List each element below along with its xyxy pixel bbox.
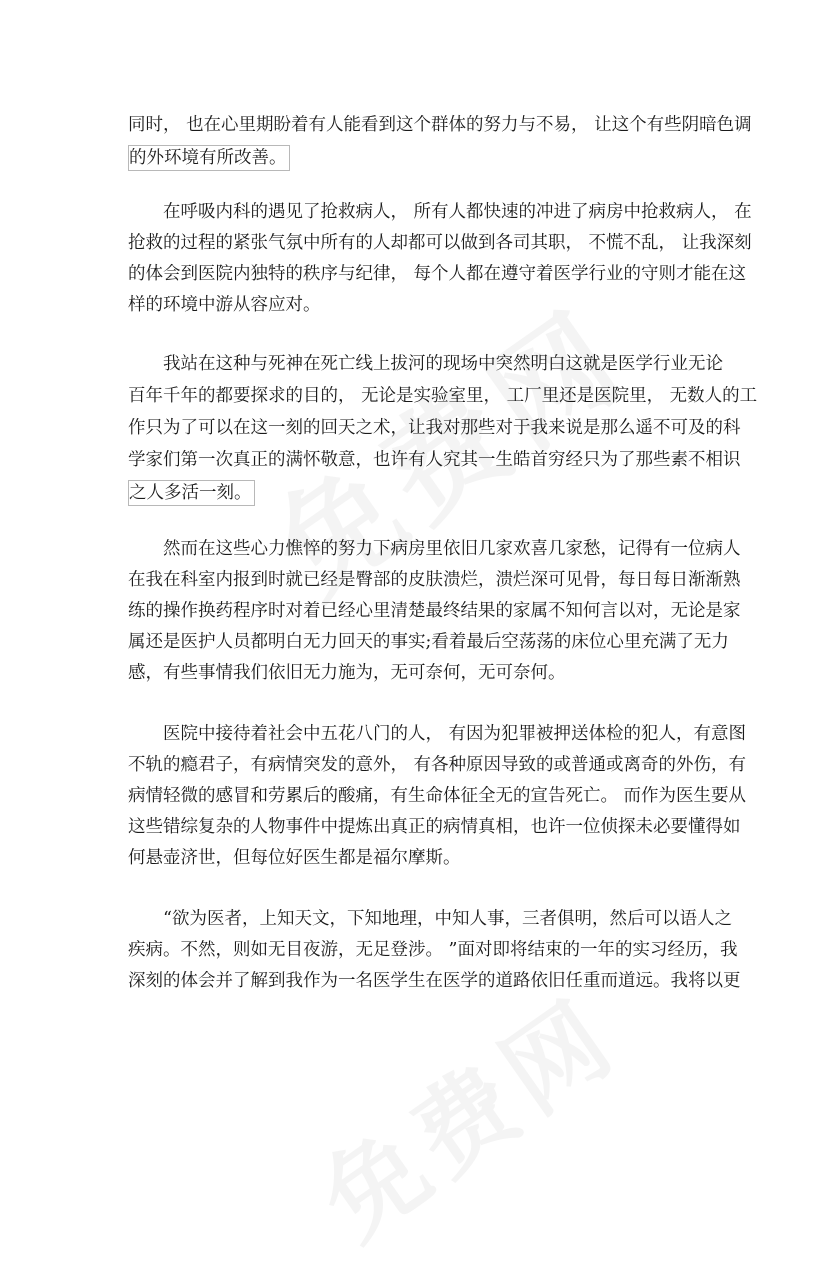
text-line: 之人多活一刻。	[128, 480, 255, 506]
text-line: 疾病。不然，则如无目夜游，无足登涉。 ”面对即将结束的一年的实习经历，我	[128, 940, 738, 960]
text-line: “欲为医者，上知天文，下知地理，中知人事，三者俱明，然后可以语人之	[128, 909, 732, 929]
text-line: 在呼吸内科的遇见了抢救病人， 所有人都快速的冲进了病房中抢救病人， 在	[128, 202, 752, 222]
text-line: 抢救的过程的紧张气氛中所有的人却都可以做到各司其职， 不慌不乱， 让我深刻	[128, 233, 752, 253]
text-line: 样的环境中游从容应对。	[128, 295, 321, 315]
text-line: 百年千年的都要探求的目的， 无论是实验室里， 工厂里还是医院里， 无数人的工	[128, 386, 758, 406]
text-line: 然而在这些心力憔悴的努力下病房里依旧几家欢喜几家愁，记得有一位病人	[128, 539, 741, 559]
text-line: 感，有些事情我们依旧无力施为，无可奈何，无可奈何。	[128, 663, 566, 683]
text-line: 作只为了可以在这一刻的回天之术，让我对那些对于我来说是那么遥不可及的科	[128, 418, 741, 438]
text-line: 医院中接待着社会中五花八门的人， 有因为犯罪被押送体检的犯人，有意图	[128, 724, 747, 744]
watermark	[289, 958, 642, 1265]
text-line: 练的操作换药程序时对着已经心里清楚最终结果的家属不知何言以对，无论是家	[128, 601, 741, 621]
text-line: 学家们第一次真正的满怀敬意，也许有人究其一生皓首穷经只为了那些素不相识	[128, 450, 741, 470]
text-line: 何悬壶济世，但每位好医生都是福尔摩斯。	[128, 848, 461, 868]
text-line: 这些错综复杂的人物事件中提炼出真正的病情真相，也许一位侦探未必要懂得如	[128, 817, 741, 837]
text-line: 病情轻微的感冒和劳累后的酸痛，有生命体征全无的宣告死亡。 而作为医生要从	[128, 786, 747, 806]
text-line: 不轨的瘾君子，有病情突发的意外， 有各种原因导致的或普通或离奇的外伤，有	[128, 755, 747, 775]
text-line: 的外环境有所改善。	[128, 145, 290, 171]
text-line: 深刻的体会并了解到我作为一名医学生在医学的道路依旧任重而道远。我将以更	[128, 971, 741, 991]
text-line: 的体会到医院内独特的秩序与纪律， 每个人都在遵守着医学行业的守则才能在这	[128, 264, 747, 284]
text-line: 属还是医护人员都明白无力回天的事实;看着最后空荡荡的床位心里充满了无力	[128, 632, 729, 652]
text-line: 我站在这种与死神在死亡线上拔河的现场中突然明白这就是医学行业无论	[128, 354, 723, 374]
text-line: 同时， 也在心里期盼着有人能看到这个群体的努力与不易， 让这个有些阴暗色调	[128, 115, 752, 135]
text-line: 在我在科室内报到时就已经是臀部的皮肤溃烂，溃烂深可见骨，每日每日渐渐熟	[128, 570, 741, 590]
